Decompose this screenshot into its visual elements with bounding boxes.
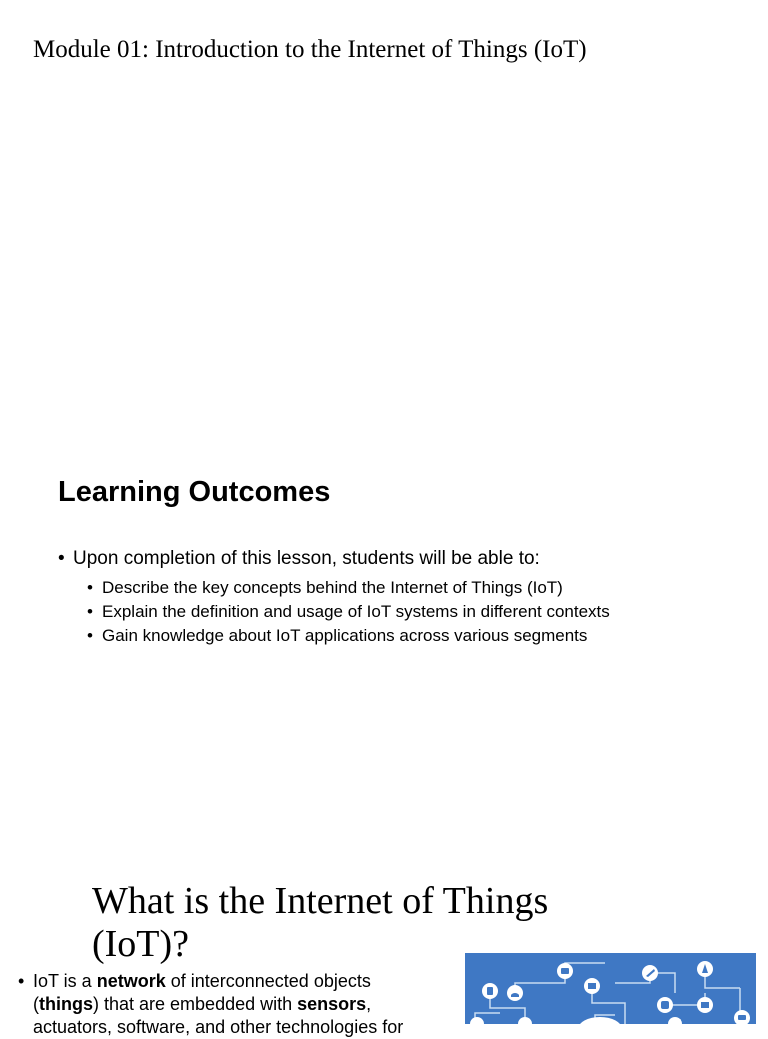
bold-term: things (39, 994, 93, 1014)
bullet-icon: • (58, 548, 65, 569)
iot-definition (18, 970, 428, 1039)
learning-outcomes-heading: Learning Outcomes (58, 476, 331, 508)
device-node-icon (470, 1017, 484, 1024)
bold-term: network (96, 971, 166, 991)
what-is-iot-heading: What is the Internet of Things (IoT)? (92, 880, 549, 965)
definition-line-3 (18, 1016, 428, 1039)
definition-line-2 (18, 993, 428, 1016)
text-segment: actuators, software, and other technologies for (33, 1017, 404, 1037)
definition-line-1 (18, 970, 428, 993)
outcome-text: Describe the key concepts behind the Internet of Things (IoT) (102, 578, 563, 597)
network-diagram (465, 953, 756, 1024)
learning-outcomes-intro (58, 548, 540, 570)
outcome-item (87, 602, 610, 622)
bullet-icon: • (87, 602, 93, 621)
iot-network-illustration (465, 953, 756, 1024)
device-node-icon (518, 1017, 532, 1024)
bold-term: sensors (297, 994, 367, 1014)
outcome-item (87, 578, 563, 598)
module-title: Module 01: Introduction to the Internet of Things (IoT) (33, 36, 587, 63)
outcome-item (87, 626, 587, 646)
text-segment: ( (33, 994, 39, 1014)
bullet-icon: • (18, 971, 25, 991)
text-segment: of interconnected objects (165, 971, 371, 991)
outcome-text: Gain knowledge about IoT applications across various segments (102, 626, 588, 645)
bullet-icon: • (87, 626, 93, 645)
text-segment: IoT is a (33, 971, 97, 991)
text-segment: ) that are embedded with (93, 994, 298, 1014)
outcome-text: Explain the definition and usage of IoT systems in different contexts (102, 602, 610, 621)
bullet-icon: • (87, 578, 93, 597)
intro-text: Upon completion of this lesson, students will be able to: (73, 548, 540, 569)
device-node-icon (668, 1017, 682, 1024)
cloud-hub-icon (578, 1017, 622, 1024)
text-segment: , (366, 994, 372, 1014)
